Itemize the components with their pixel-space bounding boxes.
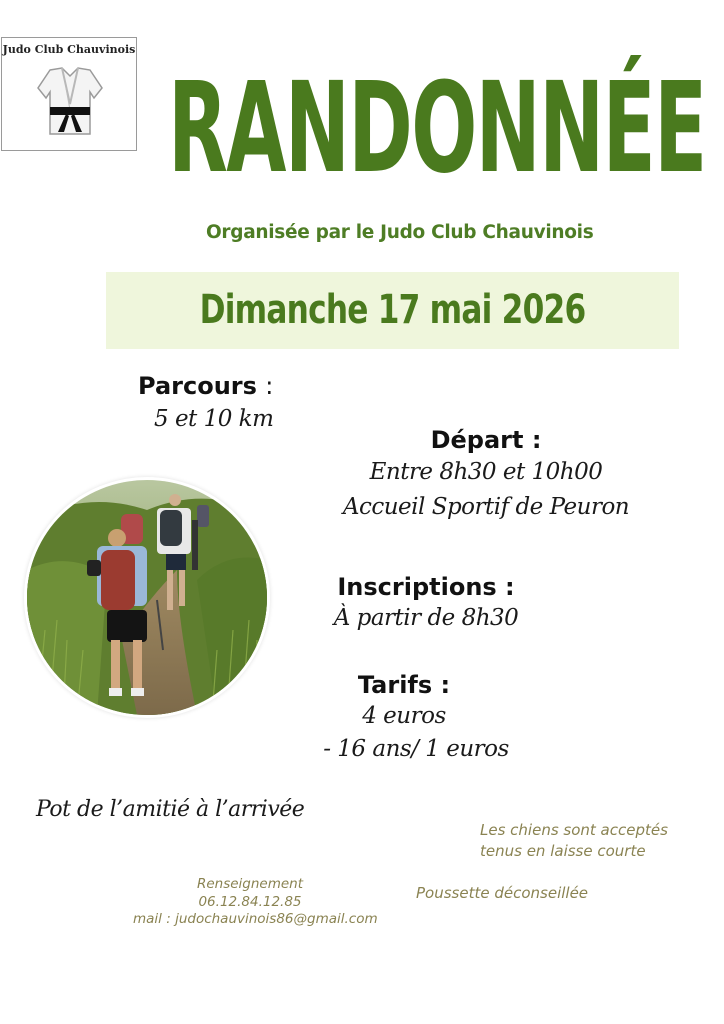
judogi-icon — [36, 66, 104, 138]
depart-time: Entre 8h30 et 10h00 — [369, 459, 603, 485]
contact-label: Renseignement — [196, 876, 304, 892]
tarifs-child: - 16 ans/ 1 euros — [323, 736, 509, 762]
parcours-colon: : — [265, 372, 274, 400]
tarifs-adult: 4 euros — [362, 703, 446, 729]
parcours-heading — [138, 372, 273, 400]
event-date: Dimanche 17 mai 2026 — [199, 287, 586, 333]
pot-amitie: Pot de l’amitié à l’arrivée — [36, 797, 305, 822]
contact-mail-row — [133, 911, 378, 927]
page-title: RANDONNÉE — [168, 55, 706, 201]
dogs-note-line1: Les chiens sont acceptés — [480, 821, 668, 839]
contact-phone: 06.12.84.12.85 — [198, 894, 302, 910]
dogs-note-line2: tenus en laisse courte — [480, 842, 646, 860]
depart-heading: Départ : — [430, 426, 542, 454]
contact-mail[interactable]: judochauvinois86@gmail.com — [175, 911, 378, 927]
contact-mail-label: mail : — [133, 911, 171, 927]
organizer-subtitle: Organisée par le Judo Club Chauvinois — [206, 222, 594, 243]
parcours-label: Parcours — [138, 372, 257, 400]
parcours-value: 5 et 10 km — [154, 406, 274, 432]
hikers-illustration — [27, 480, 267, 715]
tarifs-heading: Tarifs : — [357, 671, 451, 699]
depart-place: Accueil Sportif de Peuron — [342, 494, 630, 520]
hikers-photo — [27, 480, 267, 715]
logo-text: Judo Club Chauvinois — [2, 43, 136, 56]
inscriptions-heading: Inscriptions : — [337, 573, 515, 601]
stroller-note: Poussette déconseillée — [416, 884, 589, 902]
inscriptions-value: À partir de 8h30 — [333, 605, 519, 631]
club-logo — [1, 37, 137, 151]
